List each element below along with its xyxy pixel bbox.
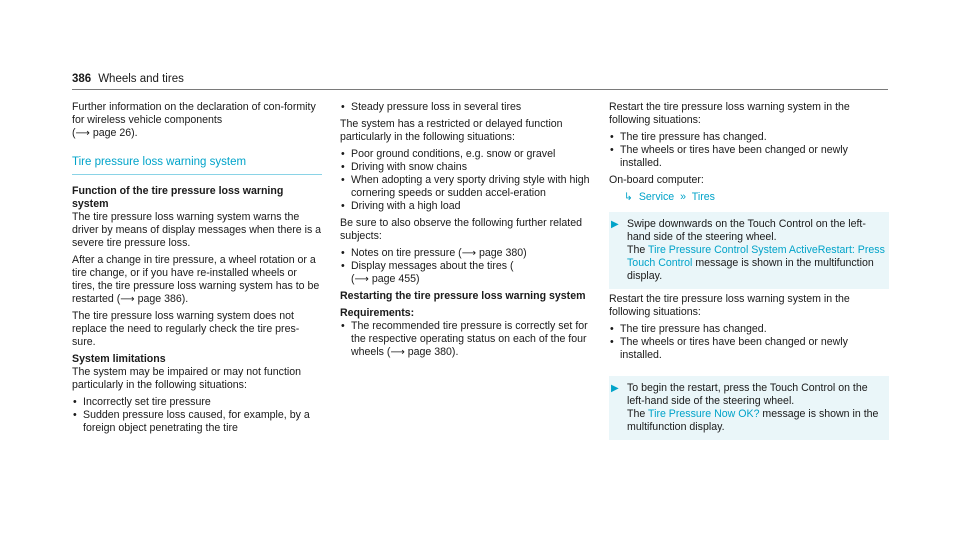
section-name: Wheels and tires [98,73,184,85]
menu-path [621,191,889,204]
list-item: • The wheels or tires have been changed or newly installed. [609,144,889,170]
menu-enter-icon: ↳ [624,191,633,203]
limitations-list-continued [340,101,590,114]
reference-arrow-icon: ⟶ [461,248,477,259]
requirements-label: Requirements: [340,307,415,319]
reference-arrow-icon: ⟶ [354,274,369,285]
column-1 [72,101,322,439]
reference-arrow-icon: ⟶ [120,294,135,305]
menu-item-tires[interactable]: Tires [691,191,715,203]
reference-link[interactable]: page 455) [371,273,420,285]
page-number: 386 [72,73,92,85]
instruction-step: ▶ Swipe downwards on the Touch Control on the left-hand side of the steering wheel. The Tire Pressure Control System ActiveRestart: Press Touch Control message is shown in the multifunction display. [609,212,889,289]
observe-text: Be sure to also observe the following further related subjects: [340,217,583,242]
instruction-step: ▶ To begin the restart, press the Touch Control on the left-hand side of the steering wheel. The Tire Pressure Now OK? message is shown in the multifunction display. [609,376,889,440]
step-play-icon: ▶ [611,219,619,230]
reference-link[interactable]: page 380) [479,247,527,259]
menu-item-service[interactable]: Service [638,191,675,203]
reference-arrow-icon: ⟶ [390,347,405,358]
delayed-list [340,148,590,213]
limitations-heading: System limitations [72,353,166,365]
list-item: • The recommended tire pressure is correctly set for the respective operating status on each of the four wheels (⟶ page 380). [340,320,590,359]
list-item: • Display messages about the tires ( (⟶ page 455) [340,260,590,286]
list-item: • Poor ground conditions, e.g. snow or gravel [340,148,590,161]
chevron-right-icon: » [680,191,687,203]
reference-arrow-icon: ⟶ [75,128,90,139]
column-2 [340,101,590,363]
limitations-text: The system may be impaired or may not function particularly in the following situations: [72,366,302,391]
step-play-icon: ▶ [611,383,619,394]
list-item: • The wheels or tires have been changed or newly installed. [609,336,889,362]
limitations-list [72,396,322,435]
header-rule [72,89,888,90]
list-item: • The tire pressure has changed. [609,323,889,336]
not-replace-paragraph: The tire pressure loss warning system does not replace the need to regularly check the tire pres-sure. [72,310,300,348]
list-item: • Sudden pressure loss caused, for example, by a foreign object penetrating the tire [72,409,322,435]
function-heading: Function of the tire pressure loss warning system [72,185,284,210]
page-header [72,73,184,86]
function-text: The tire pressure loss warning system warns the driver by means of display messages when there is a severe tire pressure loss. [72,211,322,249]
after-change-paragraph: After a change in tire pressure, a wheel rotation or a tire change, or if you have re-installed wheels or tires, the tire pressure loss warning system has to be restarted (⟶ page 386). [72,254,320,305]
list-item: • Driving with snow chains [340,161,590,174]
observe-list [340,247,590,286]
display-message: Tire Pressure Control System ActiveRestart: Press Touch Control [627,244,885,269]
section-title: Tire pressure loss warning system [72,156,322,175]
requirements-list [340,320,590,359]
list-item: • Steady pressure loss in several tires [340,101,590,114]
column-3 [609,101,889,444]
list-item: • Incorrectly set tire pressure [72,396,322,409]
restart-intro: Restart the tire pressure loss warning system in the following situations: [609,293,850,318]
onboard-label: On-board computer: [609,174,704,186]
intro-paragraph: Further information on the declaration of con-formity for wireless vehicle components (⟶ page 26). [72,101,316,139]
list-item: • When adopting a very sporty driving style with high cornering speeds or sudden accel-eration [340,174,590,200]
list-item: • Driving with a high load [340,200,590,213]
restart-situations-list [609,131,889,170]
list-item: • Notes on tire pressure (⟶ page 380) [340,247,590,260]
list-item: • The tire pressure has changed. [609,131,889,144]
restart-intro: Restart the tire pressure loss warning system in the following situations: [609,101,850,126]
delayed-text: The system has a restricted or delayed function particularly in the following situations: [340,118,563,143]
reference-link[interactable]: page 386). [137,293,189,305]
reference-link[interactable]: page 26). [92,127,138,139]
restart-heading: Restarting the tire pressure loss warning system [340,290,586,302]
display-message: Tire Pressure Now OK? [648,408,760,420]
restart-situations-list [609,323,889,362]
reference-link[interactable]: page 380). [407,346,459,358]
